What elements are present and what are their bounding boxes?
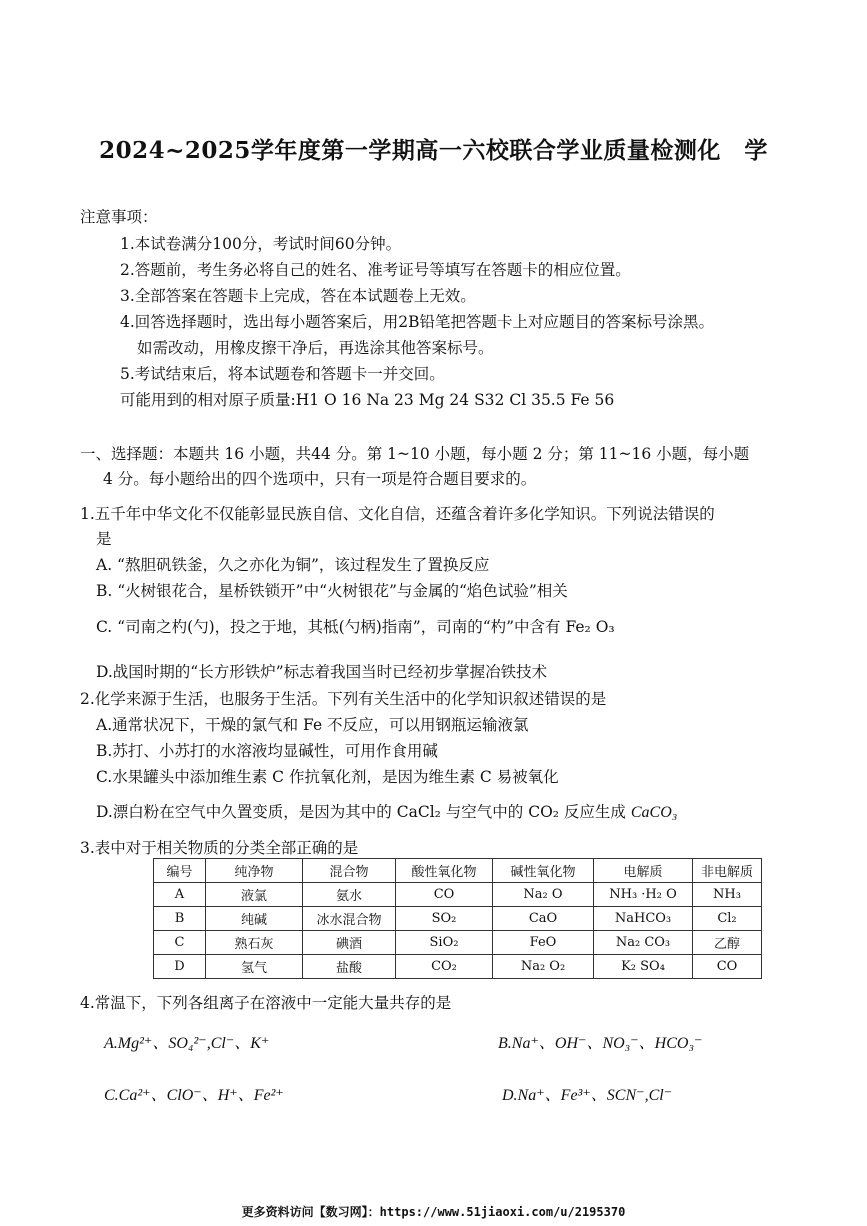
table-cell: 纯碱 <box>206 907 303 931</box>
footer-link[interactable]: 更多资料访问【数习网】：https://www.51jiaoxi.com/u/2195370 <box>241 1205 626 1219</box>
q4-stem: 4.常温下，下列各组离子在溶液中一定能大量共存的是 <box>80 994 452 1012</box>
section-heading-cont: 4 分。每小题给出的四个选项中，只有一项是符合题目要求的。 <box>103 470 537 488</box>
table-cell: Na₂ O <box>493 883 594 907</box>
table-cell: 碘酒 <box>303 931 396 955</box>
q4-option-a: A.Mg²⁺、SO₄²⁻,Cl⁻、K⁺ <box>104 1035 270 1052</box>
q2-option-d-formula: CaCO₃ <box>630 804 678 821</box>
exam-title: 2024~2025学年度第一学期高一六校联合学业质量检测化 学 <box>99 137 768 164</box>
q2-option-d <box>96 800 677 822</box>
q1-option-c: C. “司南之杓(勺)，投之于地，其柢(勺柄)指南”，司南的“杓”中含有 Fe₂ O₃ <box>96 618 615 636</box>
table-header-cell: 酸性氧化物 <box>396 859 493 883</box>
table-row <box>154 907 762 931</box>
note-item: 2.答题前，考生务必将自己的姓名、准考证号等填写在答题卡的相应位置。 <box>120 261 631 279</box>
q1-stem-cont: 是 <box>96 530 112 548</box>
table-cell: NH₃ <box>693 883 762 907</box>
table-cell: D <box>154 955 206 979</box>
note-item: 3.全部答案在答题卡上完成，答在本试题卷上无效。 <box>120 287 476 305</box>
section-heading: 一、选择题：本题共 16 小题，共44 分。第 1~10 小题，每小题 2 分；第 11~16 小题，每小题 <box>80 445 750 463</box>
table-header-cell: 电解质 <box>594 859 693 883</box>
table-header-row <box>154 859 762 883</box>
table-cell: K₂ SO₄ <box>594 955 693 979</box>
table-cell: 冰水混合物 <box>303 907 396 931</box>
notes-heading: 注意事项： <box>80 208 158 226</box>
table-cell: 氨水 <box>303 883 396 907</box>
q1-option-d: D.战国时期的“长方形铁炉”标志着我国当时已经初步掌握冶铁技术 <box>96 663 548 681</box>
q2-option-c: C.水果罐头中添加维生素 C 作抗氧化剂，是因为维生素 C 易被氧化 <box>96 768 559 786</box>
table-cell: CO <box>396 883 493 907</box>
table-cell: 乙醇 <box>693 931 762 955</box>
table-header-cell: 纯净物 <box>206 859 303 883</box>
note-item: 5.考试结束后，将本试题卷和答题卡一并交回。 <box>120 365 445 383</box>
table-cell: C <box>154 931 206 955</box>
table-cell: SiO₂ <box>396 931 493 955</box>
table-cell: A <box>154 883 206 907</box>
q2-option-a: A.通常状况下，干燥的氯气和 Fe 不反应，可以用钢瓶运输液氯 <box>96 716 529 734</box>
table-cell: 氢气 <box>206 955 303 979</box>
table-row <box>154 931 762 955</box>
q1-option-a: A. “熬胆矾铁釜，久之亦化为铜”，该过程发生了置换反应 <box>96 556 490 574</box>
classification-table <box>153 858 762 979</box>
atomic-masses: 可能用到的相对原子质量:H1 O 16 Na 23 Mg 24 S32 Cl 35.5 Fe 56 <box>120 391 615 409</box>
table-row <box>154 955 762 979</box>
q2-option-d-text: D.漂白粉在空气中久置变质，是因为其中的 CaCl₂ 与空气中的 CO₂ 反应生成 <box>96 803 631 821</box>
q2-option-b: B.苏打、小苏打的水溶液均显碱性，可用作食用碱 <box>96 742 438 760</box>
table-cell: Na₂ O₂ <box>493 955 594 979</box>
table-header-cell: 混合物 <box>303 859 396 883</box>
table-cell: 熟石灰 <box>206 931 303 955</box>
q4-option-d: D.Na⁺、Fe³⁺、SCN⁻,Cl⁻ <box>502 1087 673 1104</box>
table-header-cell: 碱性氧化物 <box>493 859 594 883</box>
table-cell: CO₂ <box>396 955 493 979</box>
q3-stem: 3.表中对于相关物质的分类全部正确的是 <box>80 839 359 857</box>
table-cell: NH₃ ·H₂ O <box>594 883 693 907</box>
table-cell: CO <box>693 955 762 979</box>
q1-stem: 1.五千年中华文化不仅能彰显民族自信、文化自信，还蕴含着许多化学知识。下列说法错误的 <box>80 505 715 523</box>
table-cell: Cl₂ <box>693 907 762 931</box>
table-cell: B <box>154 907 206 931</box>
q4-option-c: C.Ca²⁺、ClO⁻、H⁺、Fe²⁺ <box>104 1087 284 1104</box>
table-cell: SO₂ <box>396 907 493 931</box>
q2-stem: 2.化学来源于生活，也服务于生活。下列有关生活中的化学知识叙述错误的是 <box>80 690 607 708</box>
table-cell: 盐酸 <box>303 955 396 979</box>
table-row <box>154 883 762 907</box>
table-cell: CaO <box>493 907 594 931</box>
q1-option-b: B. “火树银花合，星桥铁锁开”中“火树银花”与金属的“焰色试验”相关 <box>96 582 568 600</box>
note-item: 如需改动，用橡皮擦干净后，再选涂其他答案标号。 <box>137 339 494 357</box>
table-header-cell: 编号 <box>154 859 206 883</box>
table-cell: FeO <box>493 931 594 955</box>
table-cell: 液氯 <box>206 883 303 907</box>
note-item: 4.回答选择题时，选出每小题答案后，用2B铅笔把答题卡上对应题目的答案标号涂黑。 <box>120 313 715 331</box>
note-item: 1.本试卷满分100分，考试时间60分钟。 <box>120 235 402 253</box>
table-cell: NaHCO₃ <box>594 907 693 931</box>
q4-option-b: B.Na⁺、OH⁻、NO₃⁻、HCO₃⁻ <box>498 1035 703 1052</box>
table-cell: Na₂ CO₃ <box>594 931 693 955</box>
table-header-cell: 非电解质 <box>693 859 762 883</box>
